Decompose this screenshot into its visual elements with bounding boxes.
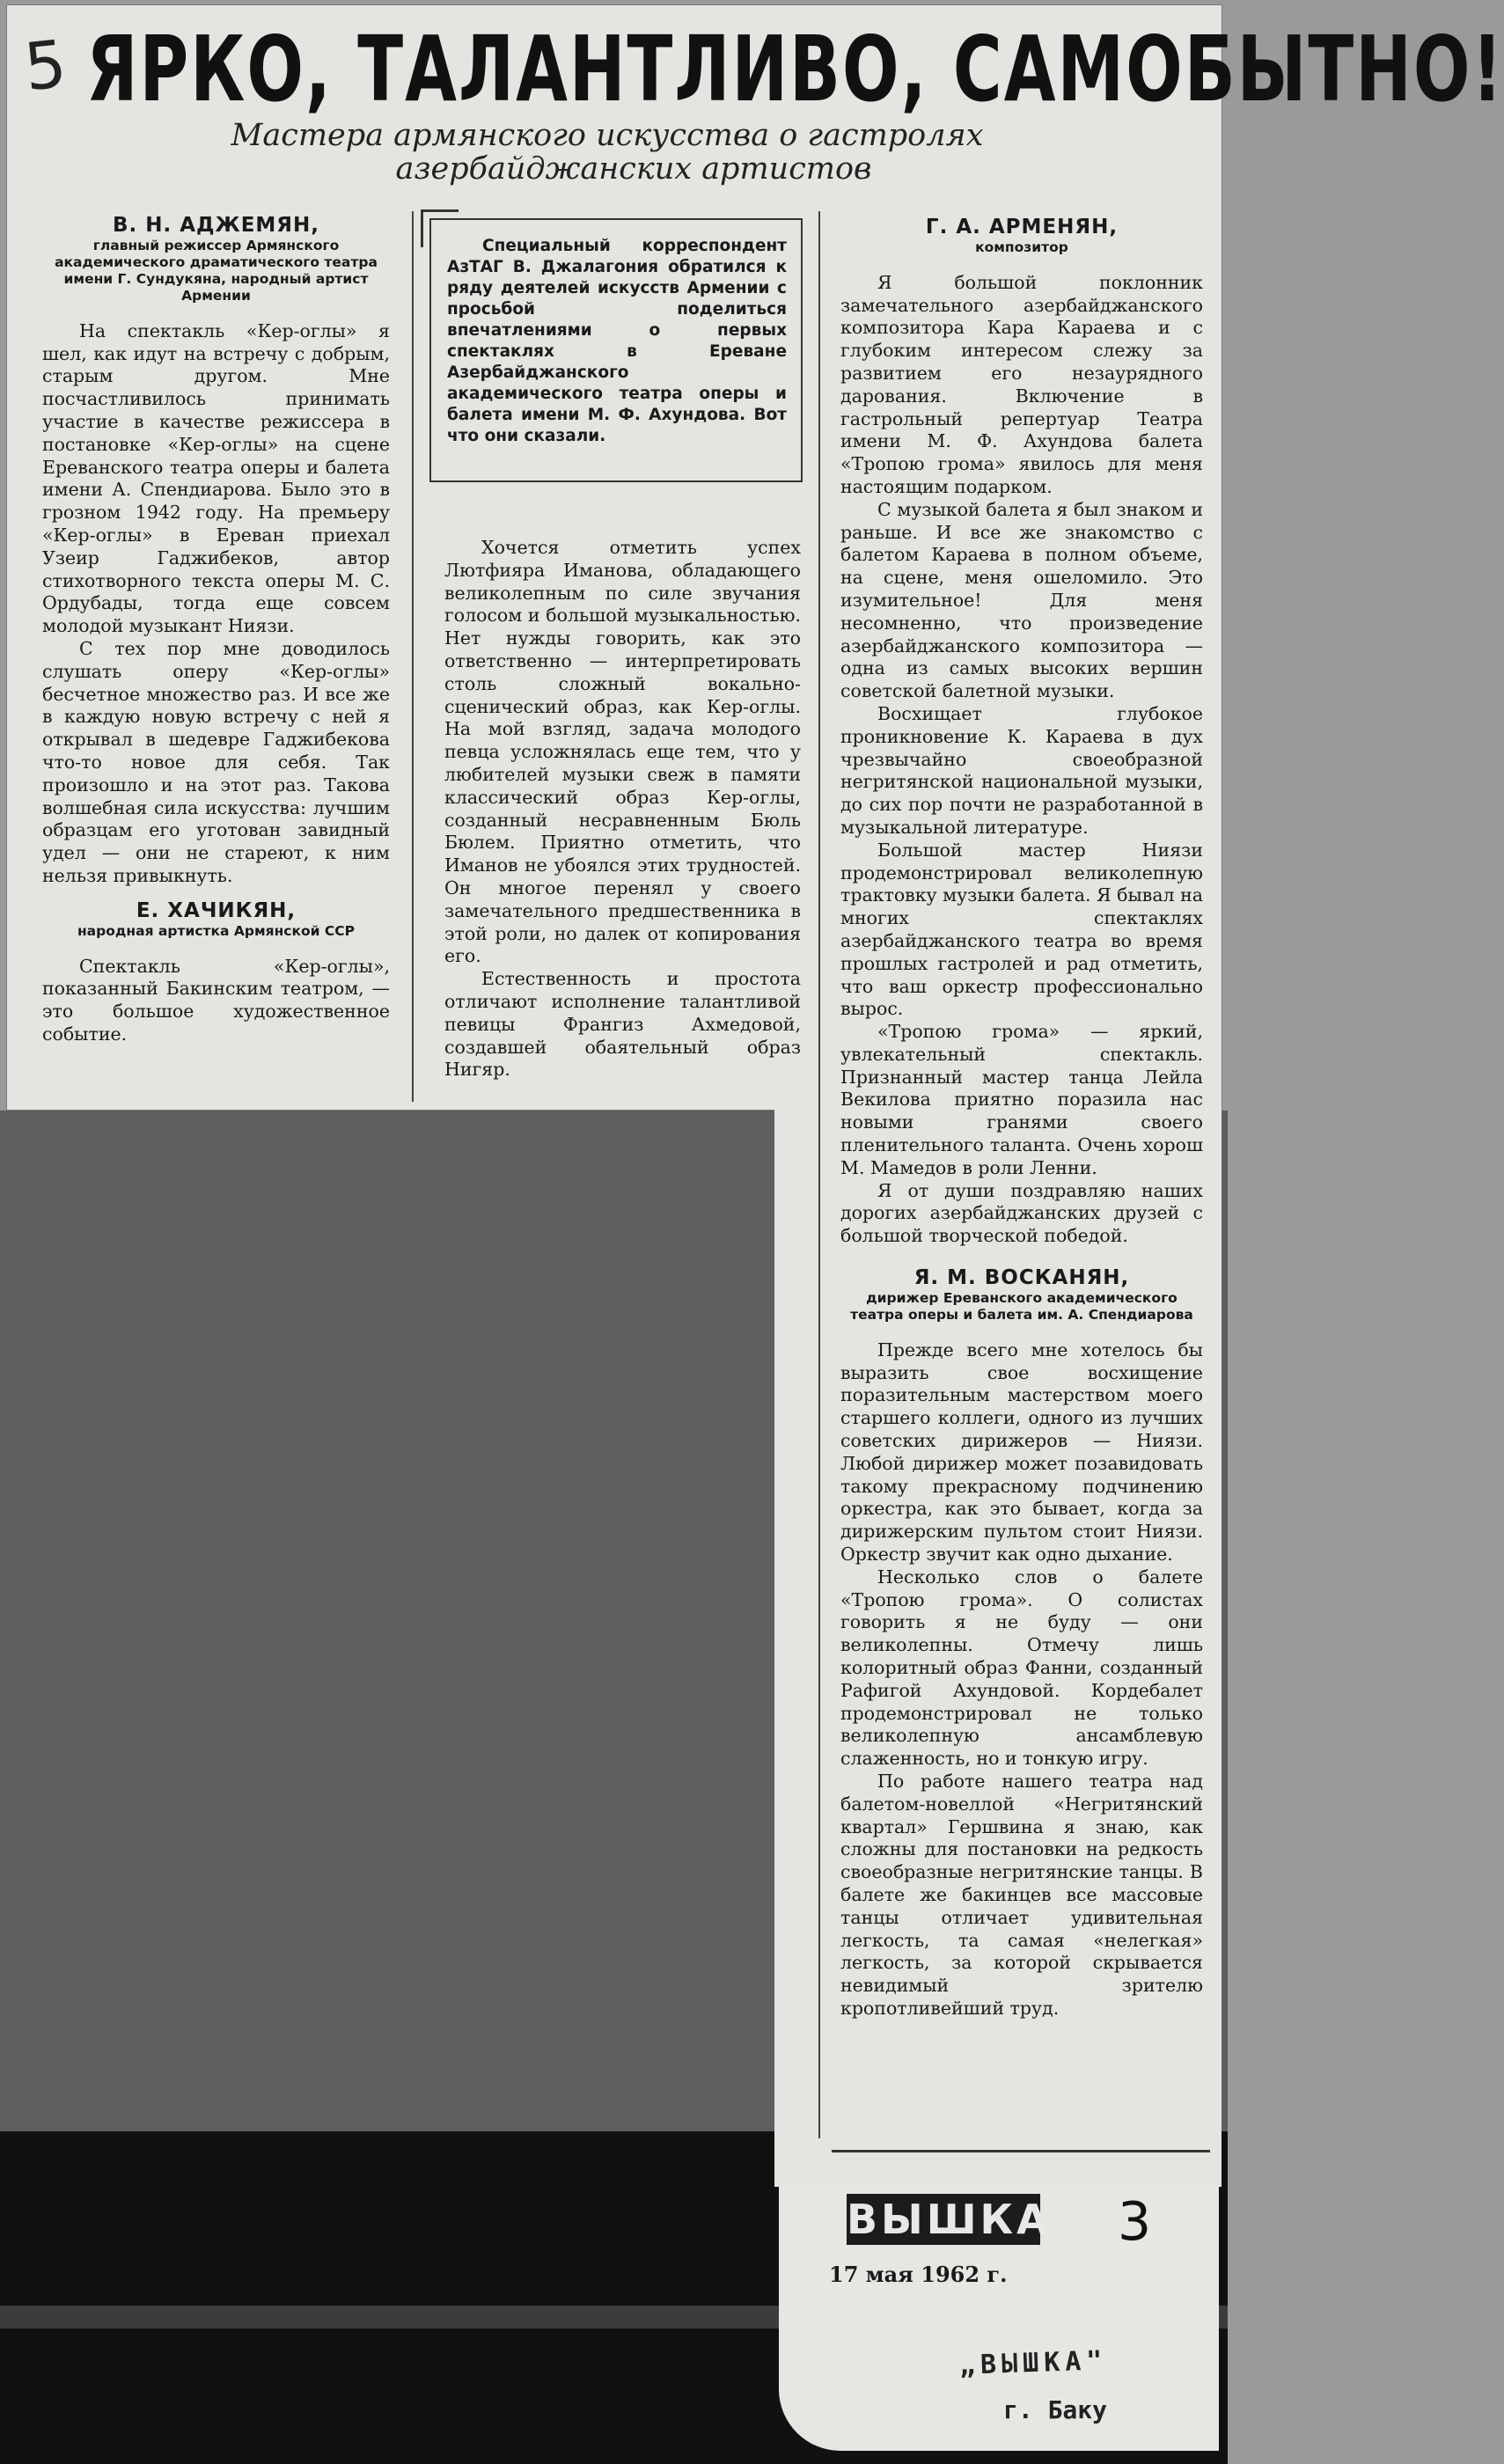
author-name: Г. А. АРМЕНЯН,: [925, 216, 1119, 238]
article-column-middle: [444, 537, 801, 1082]
author-role: дирижер Ереванского академического театра оперы и балета им. А. Спендиарова: [850, 1289, 1193, 1323]
paragraph: Я от души поздравляю наших дорогих азербайджанских друзей с большой творческой победой.: [840, 1179, 1203, 1247]
article-column-right: [840, 211, 1203, 2020]
paragraph: Естественность и простота отличают исполнение талантливой певицы Франгиз Ахмедовой, создавшей обаятельный образ Нигяр.: [444, 968, 801, 1081]
author-role: композитор: [975, 238, 1068, 255]
subtitle-line: Мастера армянского искусства о гастролях: [231, 118, 984, 153]
article-column-left: [42, 209, 390, 1046]
paragraph: Спектакль «Кер-оглы», показанный Бакинским театром, — это большое художественное событие.: [42, 955, 390, 1045]
column-rule: [412, 211, 414, 1102]
author-role: главный режиссер Армянского академического драматического театра имени Г. Сундукяна, народный артист Армении: [55, 237, 378, 304]
author-name: Я. М. ВОСКАНЯН,: [913, 1266, 1130, 1290]
paragraph: Несколько слов о балете «Тропою грома». О солистах говорить я не буду — они великолепны. Отмечу лишь колоритный образ Фанни, созданный Рафигой Ахундовой. Кордебалет продемонстрировал не только великолепную ансамблевую слаженность, но и тонкую игру.: [840, 1566, 1203, 1770]
archive-stamp-name: „ВЫШКА": [958, 2345, 1108, 2381]
paragraph: С тех пор мне доводилось слушать оперу «Кер-оглы» бесчетное множество раз. И все же в каждую новую встречу с ней я открывал в шедевре Гаджибекова что-то новое для себя. Так произошло и на этот раз. Такова волшебная сила искусства: лучшим образцам его уготован завидный удел — они не стареют, к ним нельзя привыкнуть.: [42, 637, 390, 886]
paragraph: Восхищает глубокое проникновение К. Караева в дух чрезвычайно своеобразной негритянской национальной музыки, до сих пор почти не разработанной в музыкальной литературе.: [840, 702, 1203, 838]
publication-date: 17 мая 1962 г.: [829, 2262, 1008, 2287]
paragraph: Большой мастер Ниязи продемонстрировал великолепную трактовку музыки балета. Я бывал на многих спектаклях азербайджанского театра во время прошлых гастролей и рад отметить, что ваш оркестр профессионально вырос.: [840, 839, 1203, 1020]
subtitle: [141, 119, 1074, 186]
paragraph: С музыкой балета я был знаком и раньше. И все же знакомство с балетом Караева в полном объеме, на сцене, меня ошеломило. Это изумительное! Для меня несомненно, что произведение азербайджанского композитора — одна из самых высоких вершин советской балетной музыки.: [840, 498, 1203, 702]
column-rule: [818, 211, 820, 2138]
archive-stamp-city: г. Баку: [1003, 2395, 1108, 2424]
masthead-rule: [832, 2150, 1210, 2152]
subtitle-line: азербайджанских артистов: [395, 151, 872, 187]
paragraph: Прежде всего мне хотелось бы выразить свое восхищение поразительным мастерством моего старшего коллеги, одного из лучших советских дирижеров — Ниязи. Любой дирижер может позавидовать такому прекрасному подчинению оркестра, как это бывает, когда за дирижерским пультом стоит Ниязи. Оркестр звучит как одно дыхание.: [840, 1338, 1203, 1566]
paragraph: Хочется отметить успех Лютфияра Иманова, обладающего великолепным по силе звучания голосом и большой музыкальностью. Нет нужды говорить, как это ответственно — интерпретировать столь сложный вокально-сценический образ, как Кер-оглы. На мой взгляд, задача молодого певца усложнялась еще тем, что у любителей музыки свеж в памяти классический образ Кер-оглы, созданный несравненным Бюль Бюлем. Приятно отметить, что Иманов не убоялся этих трудностей. Он многое перенял у своего замечательного предшественника в этой роли, но далек от копирования его.: [444, 537, 801, 967]
headline: ЯРКО, ТАЛАНТЛИВО, САМОБЫТНО!: [86, 16, 1504, 122]
masthead-logo: ВЫШКА: [847, 2196, 1052, 2243]
author-role: народная артистка Армянской ССР: [77, 922, 356, 939]
handwritten-number: 5: [20, 26, 70, 106]
paragraph: Я большой поклонник замечательного азербайджанского композитора Кара Караева и с глубоким интересом слежу за развитием его незаурядного дарования. Включение в гастрольный репертуар Театра имени М. Ф. Ахундова балета «Тропою грома» явилось для меня настоящим подарком.: [840, 271, 1203, 497]
paragraph: «Тропою грома» — яркий, увлекательный спектакль. Признанный мастер танца Лейла Векилова приятно поразила нас новыми гранями своего пленительного таланта. Очень хорош М. Мамедов в роли Ленни.: [840, 1021, 1203, 1178]
author-name: Е. ХАЧИКЯН,: [136, 898, 297, 922]
page-number: 3: [1118, 2191, 1152, 2253]
author-name: В. Н. АДЖЕМЯН,: [112, 214, 319, 237]
intro-box: Специальный корреспондент АзТАГ В. Джалагония обратился к ряду деятелей искусств Армении с просьбой поделиться впечатлениями о первых спектаклях в Ереване Азербайджанского академического театра оперы и балета имени М. Ф. Ахундова. Вот что они сказали.: [429, 218, 803, 482]
paragraph: По работе нашего театра над балетом-новеллой «Негритянский квартал» Гершвина я знаю, как сложны для постановки на редкость своеобразные негритянские танцы. В балете же бакинцев все массовые танцы отличает удивительная легкость, та самая «нелегкая» легкость, за которой скрывается невидимый зрителю кропотливейший труд.: [840, 1771, 1203, 2019]
paragraph: На спектакль «Кер-оглы» я шел, как идут на встречу с добрым, старым другом. Мне посчастливилось принимать участие в качестве режиссера в постановке «Кер-оглы» на сцене Ереванского театра оперы и балета имени А. Спендиарова. Было это в грозном 1942 году. На премьеру «Кер-оглы» в Ереван приехал Узеир Гаджибеков, автор стихотворного текста оперы М. С. Ордубады, тогда еще совсем молодой музыкант Ниязи.: [42, 319, 390, 637]
